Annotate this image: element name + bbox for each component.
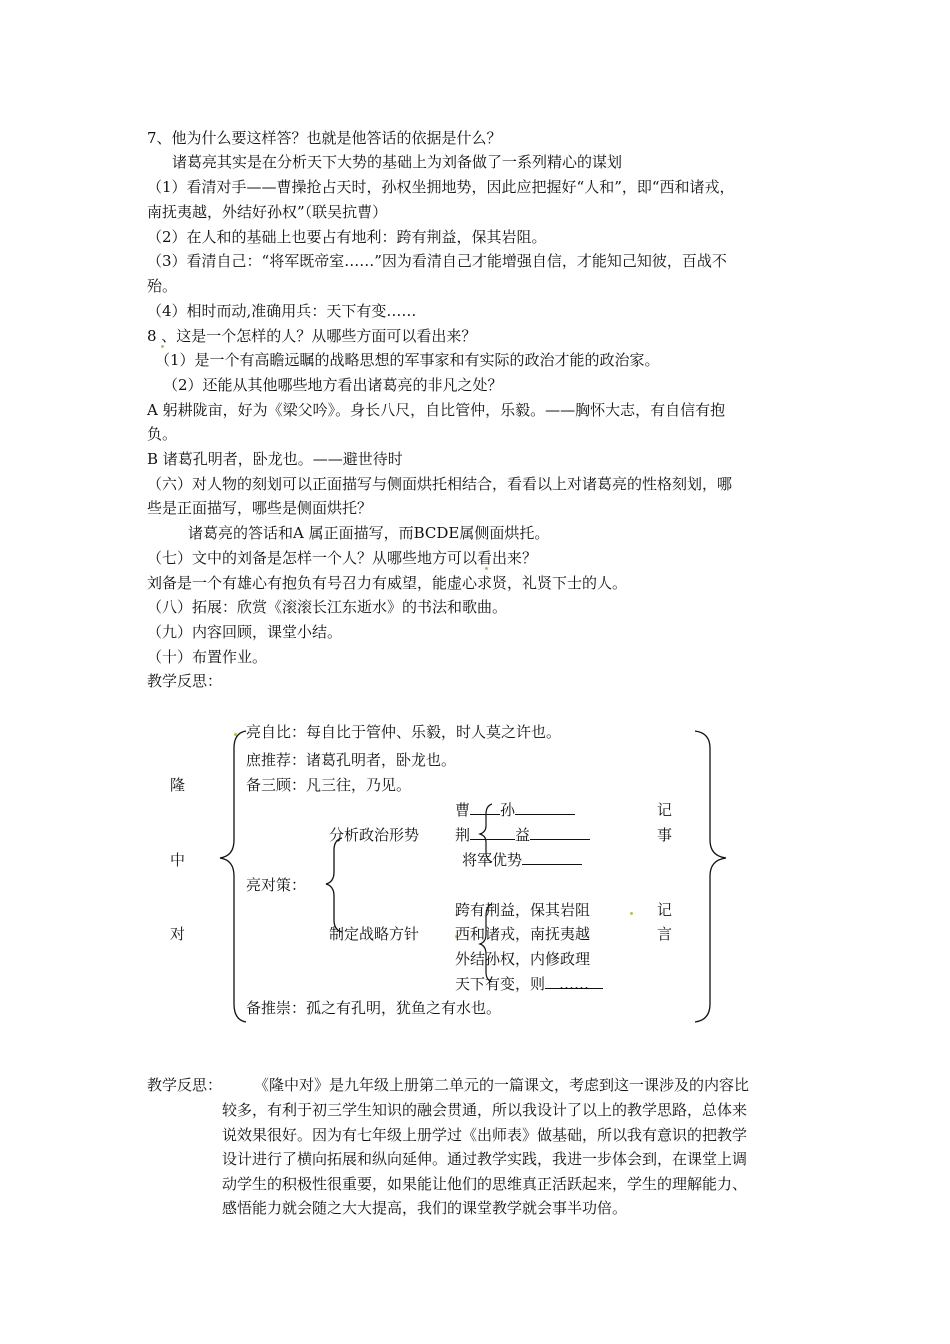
- reflection-line-2: 较多，有利于初三学生知识的融会贯通，所以我设计了以上的教学思路，总体来: [222, 1101, 748, 1119]
- label-sun: 孙: [500, 801, 516, 819]
- label-cao: 曹: [455, 801, 471, 819]
- label-yi: 益: [515, 826, 531, 844]
- diagram-row-cao-sun: [455, 800, 575, 820]
- point-3-line-1: （3）看清自己：“将军既帝室……”因为看清自己才能增强自信，才能知己知彼，百战不: [147, 252, 727, 270]
- teaching-reflection-heading: 教学反思：: [147, 672, 223, 690]
- diagram-title-char-3: 对: [170, 925, 186, 943]
- diagram-kuayou: 跨有荆益，保其岩阻: [455, 901, 591, 919]
- section-10: （十）布置作业。: [147, 648, 268, 666]
- reflection-line-3: 说效果很好。因为有七年级上册学过《出师表》做基础，所以我有意识的把教学: [222, 1126, 748, 1144]
- blank: [522, 850, 582, 865]
- strategy-brace: [326, 838, 342, 932]
- reflection-line-5: 动学生的积极性很重要，如果能让他们的思维真正活跃起来，学生的理解能力、: [222, 1175, 748, 1193]
- question-8: 8 、这是一个怎样的人？从哪些方面可以看出来？: [147, 327, 477, 345]
- question-7-intro: 诸葛亮其实是在分析天下大势的基础上为刘备做了一系列精心的谋划: [172, 153, 623, 171]
- label-jing: 荆: [455, 826, 471, 844]
- right-label-shi: 事: [657, 826, 673, 844]
- right-curly-brace: [695, 731, 726, 1022]
- blank: [530, 825, 590, 840]
- reflection-line-6: 感悟能力就会随之大大提高，我们的课堂教学就会事半功倍。: [222, 1199, 628, 1217]
- reflection-label: 教学反思：: [147, 1076, 223, 1094]
- question-8-answer-2: （2）还能从其他哪些地方看出诸葛亮的非凡之处？: [163, 376, 503, 394]
- point-1-line-1: （1）看清对手——曹操抢占天时，孙权坐拥地势，因此应把握好“人和”，即“西和诸戎，: [147, 178, 735, 196]
- diagram-bei-sangu: 备三顾：凡三往，乃见。: [246, 776, 412, 794]
- diagram-row-jing-yi: [455, 825, 590, 845]
- point-2: （2）在人和的基础上也要占有地利：跨有荆益，保其岩阻。: [147, 228, 547, 246]
- diagram-waijie: 外结孙权，内修政理: [455, 950, 591, 968]
- diagram-bei-tuichong: 备推崇：孤之有孔明，犹鱼之有水也。: [246, 999, 502, 1017]
- diagram-zhiding: 制定战略方针: [329, 925, 420, 943]
- section-6-line-1: （六）对人物的刻划可以正面描写与侧面烘托相结合，看看以上对诸葛亮的性格刻划，哪: [147, 475, 733, 493]
- reflection-line-1: 《隆中对》是九年级上册第二单元的一篇课文，考虑到这一课涉及的内容比: [254, 1076, 750, 1094]
- diagram-xihe: 西和诸戎，南抚夷越: [455, 925, 591, 943]
- question-8-answer-1: （1）是一个有高瞻远瞩的战略思想的军事家和有实际的政治才能的政治家。: [155, 351, 660, 369]
- question-7: 7、他为什么要这样答？也就是他答话的依据是什么？: [147, 129, 502, 147]
- item-a-line-1: A 躬耕陇亩，好为《梁父吟》。身长八尺，自比管仲，乐毅。——胸怀大志，有自信有抱: [147, 401, 726, 419]
- point-1-line-2: 南抚夷越，外结好孙权”（联吴抗曹）: [147, 203, 388, 221]
- blank: [470, 800, 500, 815]
- section-7: （七）文中的刘备是怎样一个人？从哪些地方可以看出来？: [147, 549, 538, 567]
- diagram-shu-tuijian: 庶推荐：诸葛孔明者，卧龙也。: [246, 751, 457, 769]
- label-tianxia: 天下有变，则: [455, 975, 546, 993]
- diagram-row-jiangjun: [462, 850, 582, 870]
- blank: [470, 825, 515, 840]
- section-9: （九）内容回顾，课堂小结。: [147, 623, 343, 641]
- diagram-liang-duice: 亮对策：: [246, 876, 307, 894]
- blank: [515, 800, 575, 815]
- label-jiangjun: 将军优势: [462, 851, 523, 869]
- diagram-fenxi: 分析政治形势: [329, 826, 420, 844]
- point-3-line-2: 殆。: [147, 277, 178, 295]
- item-a-line-2: 负。: [147, 425, 178, 443]
- diagram-title-char-1: 隆: [170, 776, 186, 794]
- right-label-yan: 言: [657, 925, 673, 943]
- diagram-tianxia: [455, 974, 603, 994]
- right-label-ji-1: 记: [657, 801, 673, 819]
- diagram-title-char-2: 中: [170, 851, 186, 869]
- left-curly-brace: [220, 731, 246, 1022]
- blank-ellipsis: ……: [545, 974, 603, 989]
- item-b: B 诸葛孔明者，卧龙也。——避世待时: [147, 450, 403, 468]
- point-4: （4）相时而动,准确用兵：天下有变……: [147, 302, 417, 320]
- diagram-liang-zibi: 亮自比：每自比于管仲、乐毅，时人莫之许也。: [246, 723, 562, 741]
- right-label-ji-2: 记: [657, 901, 673, 919]
- section-8: （八）拓展：欣赏《滚滚长江东逝水》的书法和歌曲。: [147, 598, 508, 616]
- section-6-line-2: 些是正面描写，哪些是侧面烘托？: [147, 499, 373, 517]
- reflection-line-4: 设计进行了横向拓展和纵向延伸。通过教学实践，我进一步体会到，在课堂上调: [222, 1150, 748, 1168]
- section-7-answer: 刘备是一个有雄心有抱负有号召力有威望，能虚心求贤，礼贤下士的人。: [147, 574, 628, 592]
- section-6-answer: 诸葛亮的答话和A 属正面描写，而BCDE属侧面烘托。: [188, 524, 550, 542]
